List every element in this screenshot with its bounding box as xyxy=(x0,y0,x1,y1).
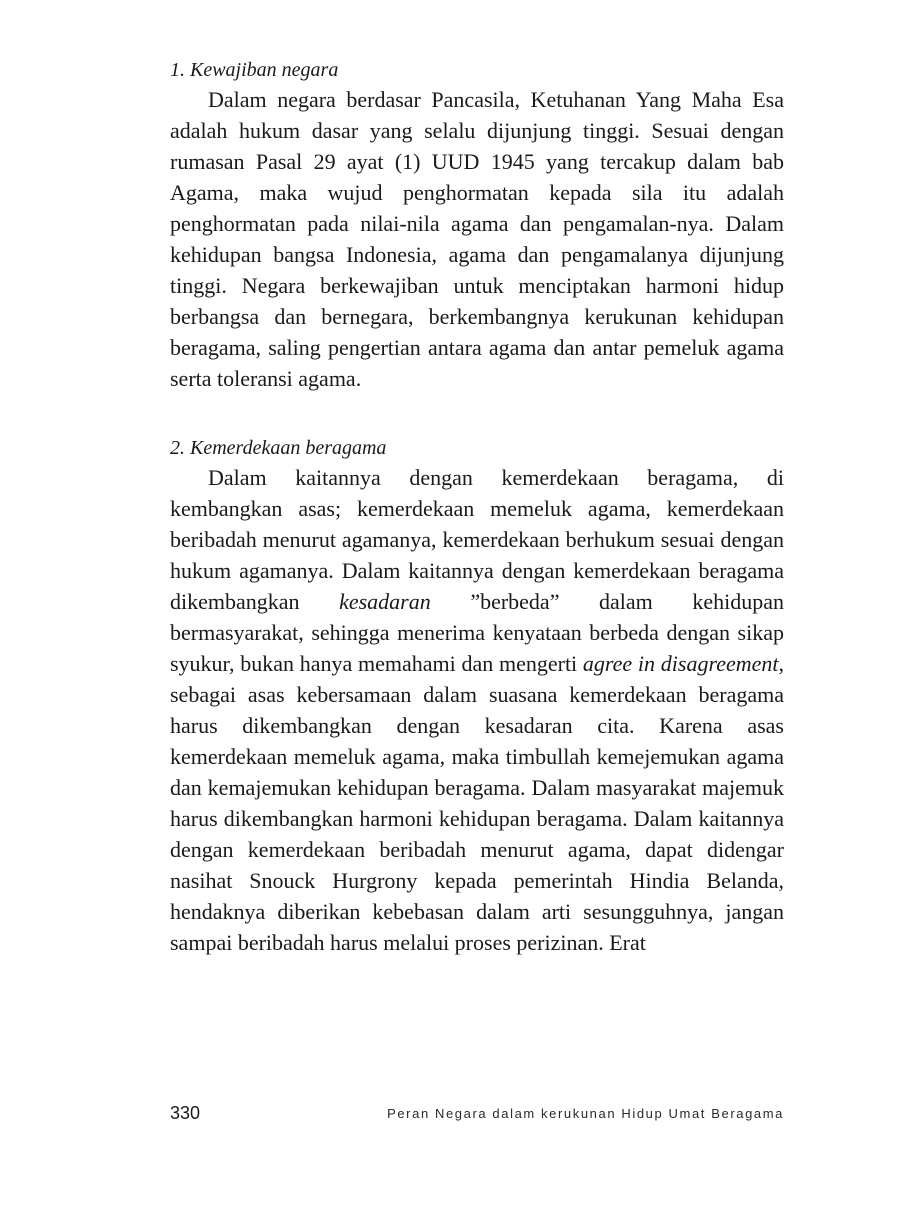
italic-term-agree-in-disagreement: agree in disagreement xyxy=(582,651,779,676)
paragraph-text-part: Dalam kaitannya dengan kemerdekaan beragama, di kembangkan asas; kemerdekaan memeluk agama, kemerdekaan beribadah menurut agamanya, kemerdekaan berhukum sesuai dengan hukum agamanya. Dalam kaitannya dengan kemerdekaan beragama dikembangkan xyxy=(170,465,784,614)
section-spacer xyxy=(170,394,784,434)
section-heading-kewajiban-negara: 1. Kewajiban negara xyxy=(170,59,339,81)
paragraph-kewajiban-negara: Dalam negara berdasar Pancasila, Ketuhanan Yang Maha Esa adalah hukum dasar yang selalu dijunjung tinggi. Sesuai dengan rumasan Pasal 29 ayat (1) UUD 1945 yang tercakup dalam bab Agama, maka wujud penghormatan kepada sila itu adalah penghormatan pada nilai-nila agama dan pengamalan-nya. Dalam kehidupan bangsa Indonesia, agama dan pengamalanya dijunjung tinggi. Negara berkewajiban untuk menciptakan harmoni hidup berbangsa dan bernegara, berkembangnya kerukunan kehidupan beragama, saling pengertian antara agama dan antar pemeluk agama serta toleransi agama. xyxy=(170,87,784,391)
running-title: Peran Negara dalam kerukunan Hidup Umat Beragama xyxy=(387,1106,784,1121)
italic-term-kesadaran: kesadaran xyxy=(339,589,431,614)
paragraph-text-part: , sebagai asas kebersamaan dalam suasana kemerdekaan beragama harus dikembangkan dengan kesadaran cita. Karena asas kemerdekaan memeluk agama, maka timbullah kemejemukan agama dan kemajemukan kehidupan beragama. Dalam masyarakat majemuk harus dikembangkan harmoni kehidupan beragama. Dalam kaitannya dengan kemerdekaan beribadah menurut agama, dapat didengar nasihat Snouck Hurgrony kepada pemerintah Hindia Belanda, hendaknya diberikan kebebasan dalam arti sesungguhnya, jangan sampai beribadah harus melalui proses perizinan. Erat xyxy=(170,651,784,955)
page-body xyxy=(170,56,784,958)
paragraph-text-part: ”berbeda” dalam kehidupan bermasyarakat, sehingga menerima kenyataan berbeda dengan sikap syukur, bukan hanya memahami dan mengerti xyxy=(170,589,784,676)
page-number: 330 xyxy=(170,1103,201,1123)
paragraph-kemerdekaan-beragama xyxy=(170,462,784,958)
page-footer xyxy=(170,1103,784,1131)
section-heading-kemerdekaan-beragama: 2. Kemerdekaan beragama xyxy=(170,437,387,459)
